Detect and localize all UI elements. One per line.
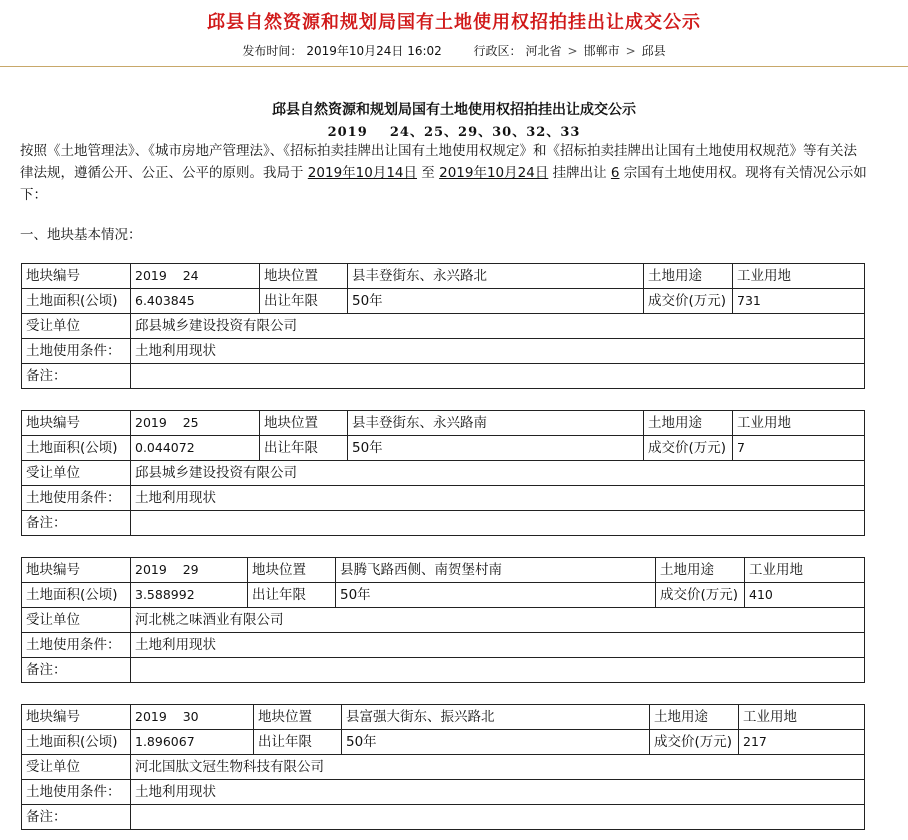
conditions: 土地利用现状	[131, 339, 865, 364]
area-label: 土地面积(公顷)	[22, 289, 131, 314]
conditions-label: 土地使用条件：	[22, 339, 131, 364]
location-label: 地块位置	[248, 558, 336, 583]
location-label: 地块位置	[260, 264, 348, 289]
table-row	[22, 511, 865, 536]
land-use: 工业用地	[739, 705, 865, 730]
remarks	[131, 805, 865, 830]
parcel-count: 6	[610, 165, 620, 181]
parcel-no: 2019 29	[131, 558, 248, 583]
area: 1.896067	[131, 730, 254, 755]
table-row	[22, 755, 865, 780]
publish-time: 2019年10月24日 16:02	[306, 44, 442, 58]
price-label: 成交价(万元)	[644, 436, 733, 461]
parcel-table	[21, 263, 865, 389]
conditions-label: 土地使用条件：	[22, 486, 131, 511]
parcel-no: 2019 25	[131, 411, 260, 436]
area-label: 土地面积(公顷)	[22, 730, 131, 755]
table-row	[22, 339, 865, 364]
table-row	[22, 608, 865, 633]
parcel-no-label: 地块编号	[22, 411, 131, 436]
parcel-no-label: 地块编号	[22, 558, 131, 583]
term-label: 出让年限	[260, 436, 348, 461]
grantee-label: 受让单位	[22, 314, 131, 339]
remarks	[131, 364, 865, 389]
parcel-table	[21, 704, 865, 830]
table-row	[22, 780, 865, 805]
parcel-no-label: 地块编号	[22, 705, 131, 730]
price-label: 成交价(万元)	[644, 289, 733, 314]
term: 50年	[342, 730, 650, 755]
page-title: 邱县自然资源和规划局国有土地使用权招拍挂出让成交公示	[207, 12, 701, 33]
remarks-label: 备注：	[22, 805, 131, 830]
location-label: 地块位置	[260, 411, 348, 436]
land-use-label: 土地用途	[644, 411, 733, 436]
section-heading: 一、地块基本情况：	[20, 227, 142, 243]
term: 50年	[348, 289, 644, 314]
table-row	[22, 364, 865, 389]
intro-paragraph	[20, 140, 868, 206]
conditions: 土地利用现状	[131, 486, 865, 511]
location: 县富强大街东、振兴路北	[342, 705, 650, 730]
remarks	[131, 658, 865, 683]
parcel-table	[21, 410, 865, 536]
area-label: 土地面积(公顷)	[22, 436, 131, 461]
land-use: 工业用地	[733, 411, 865, 436]
term-label: 出让年限	[260, 289, 348, 314]
grantee: 河北国肽文冠生物科技有限公司	[131, 755, 865, 780]
price: 7	[733, 436, 865, 461]
table-row	[22, 461, 865, 486]
region-province: 河北省	[525, 44, 562, 58]
grantee-label: 受让单位	[22, 608, 131, 633]
area: 6.403845	[131, 289, 260, 314]
header-divider	[0, 66, 908, 67]
location: 县丰登街东、永兴路南	[348, 411, 644, 436]
date-end: 2019年10月24日	[439, 165, 549, 181]
publish-label: 发布时间：	[242, 44, 303, 58]
area-label: 土地面积(公顷)	[22, 583, 131, 608]
grantee: 邱县城乡建设投资有限公司	[131, 461, 865, 486]
price: 410	[745, 583, 865, 608]
parcel-no: 2019 30	[131, 705, 254, 730]
publish-meta	[0, 42, 908, 59]
grantee: 河北桃之味酒业有限公司	[131, 608, 865, 633]
remarks	[131, 511, 865, 536]
parcel-no: 2019 24	[131, 264, 260, 289]
table-row	[22, 730, 865, 755]
location: 县丰登街东、永兴路北	[348, 264, 644, 289]
table-row	[22, 436, 865, 461]
intro-text-4: 宗国有土地使用权。现将有关情况公示如下：	[20, 165, 867, 203]
term-label: 出让年限	[248, 583, 336, 608]
document-subtitle: 2019 24、25、29、30、32、33	[327, 125, 581, 140]
region-city: 邯郸市	[583, 44, 620, 58]
intro-text-2: 至	[417, 165, 440, 181]
region-county: 邱县	[641, 44, 666, 58]
area: 0.044072	[131, 436, 260, 461]
intro-text-1: 按照《土地管理法》、《城市房地产管理法》、《招标拍卖挂牌出让国有土地使用权规定》和《招标拍卖挂牌出让国有土地使用权规范》等有关法律法规，遵循公开、公正、公平的原则。我局于	[20, 143, 857, 181]
price: 731	[733, 289, 865, 314]
table-row	[22, 558, 865, 583]
table-row	[22, 633, 865, 658]
table-row	[22, 705, 865, 730]
chevron-right-icon: >	[625, 44, 636, 58]
document-title: 邱县自然资源和规划局国有土地使用权招拍挂出让成交公示	[272, 102, 636, 118]
remarks-label: 备注：	[22, 364, 131, 389]
land-use-label: 土地用途	[644, 264, 733, 289]
grantee-label: 受让单位	[22, 755, 131, 780]
intro-text-3: 挂牌出让	[548, 165, 611, 181]
price-label: 成交价(万元)	[650, 730, 739, 755]
table-row	[22, 264, 865, 289]
land-use: 工业用地	[733, 264, 865, 289]
area: 3.588992	[131, 583, 248, 608]
price-label: 成交价(万元)	[656, 583, 745, 608]
location-label: 地块位置	[254, 705, 342, 730]
table-row	[22, 314, 865, 339]
conditions: 土地利用现状	[131, 633, 865, 658]
location: 县腾飞路西侧、南贺堡村南	[336, 558, 656, 583]
remarks-label: 备注：	[22, 511, 131, 536]
term: 50年	[336, 583, 656, 608]
land-use: 工业用地	[745, 558, 865, 583]
land-use-label: 土地用途	[650, 705, 739, 730]
price: 217	[739, 730, 865, 755]
land-use-label: 土地用途	[656, 558, 745, 583]
conditions: 土地利用现状	[131, 780, 865, 805]
conditions-label: 土地使用条件：	[22, 633, 131, 658]
table-row	[22, 658, 865, 683]
remarks-label: 备注：	[22, 658, 131, 683]
chevron-right-icon: >	[567, 44, 578, 58]
date-start: 2019年10月14日	[307, 165, 418, 181]
table-row	[22, 289, 865, 314]
term: 50年	[348, 436, 644, 461]
table-row	[22, 486, 865, 511]
parcel-no-label: 地块编号	[22, 264, 131, 289]
grantee: 邱县城乡建设投资有限公司	[131, 314, 865, 339]
parcel-table	[21, 557, 865, 683]
table-row	[22, 805, 865, 830]
conditions-label: 土地使用条件：	[22, 780, 131, 805]
table-row	[22, 583, 865, 608]
term-label: 出让年限	[254, 730, 342, 755]
region-label: 行政区：	[473, 44, 522, 58]
grantee-label: 受让单位	[22, 461, 131, 486]
table-row	[22, 411, 865, 436]
